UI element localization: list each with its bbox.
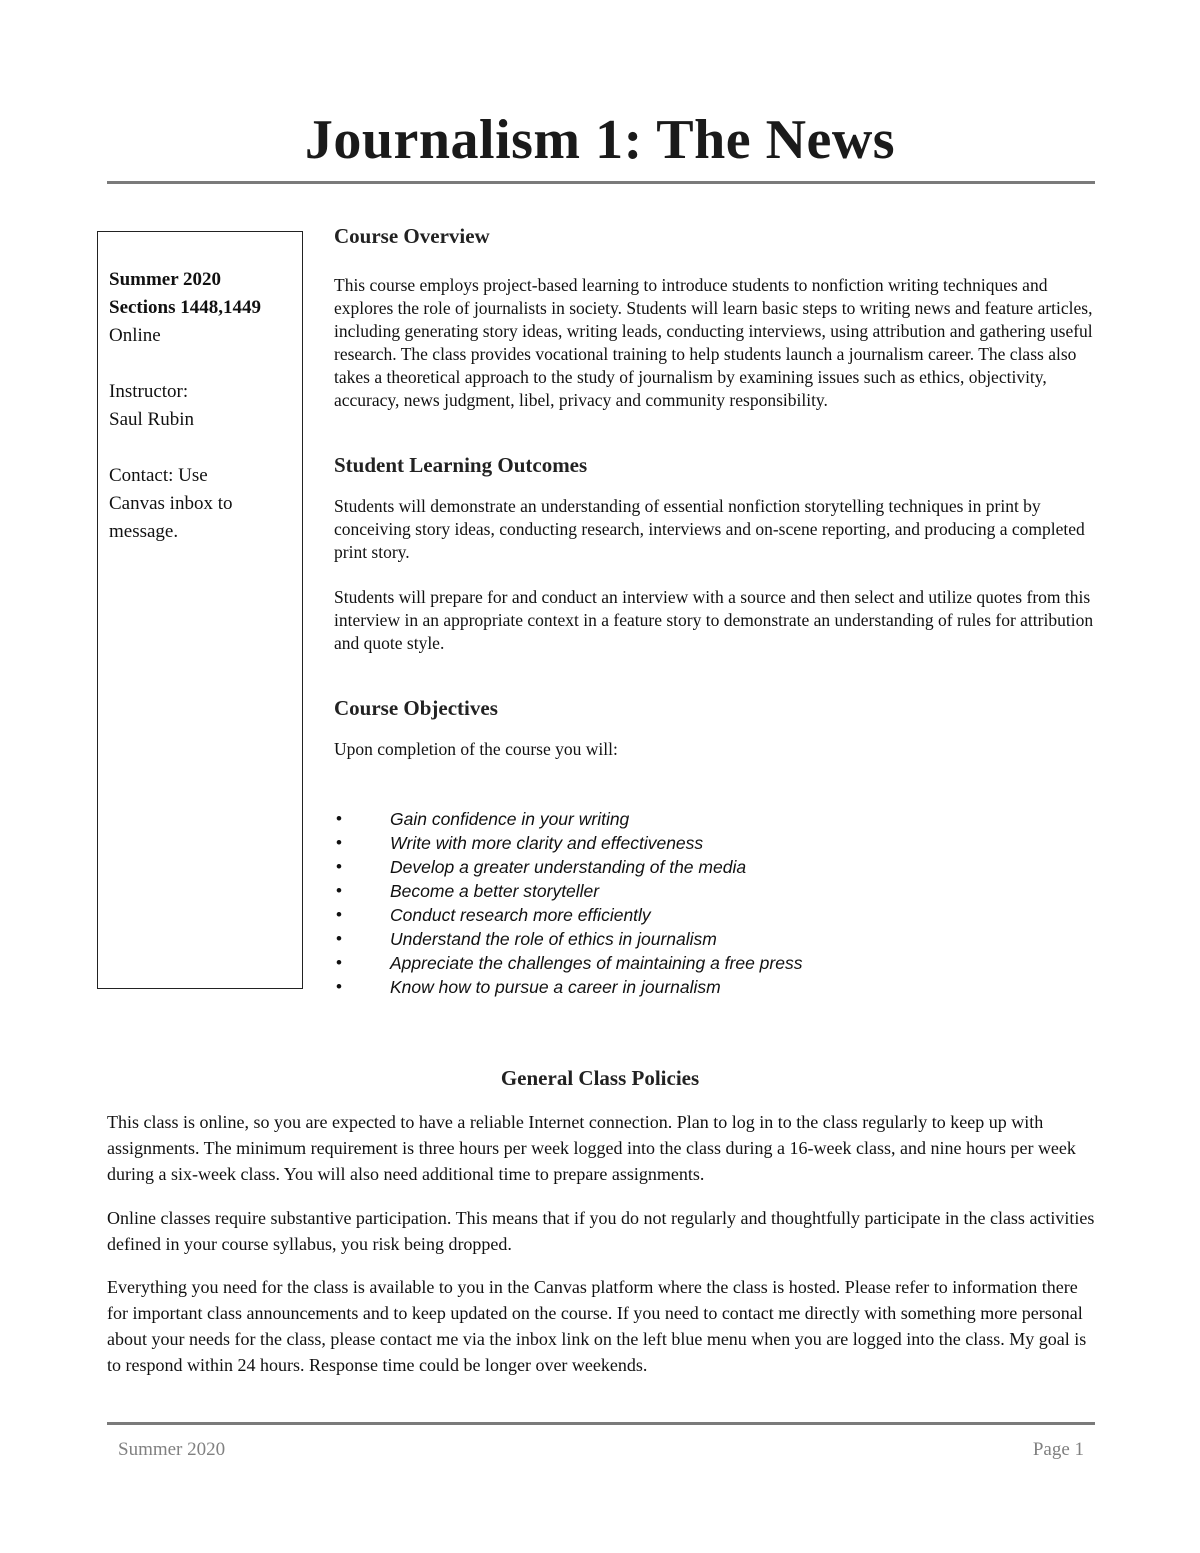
outcome-paragraph: Students will demonstrate an understanding of essential nonfiction storytelling techniques in print by conceiving story ideas, conducting research, interviews and on-scene reporting, and producing a completed print story.	[334, 496, 1085, 562]
document-title: Journalism 1: The News	[304, 109, 896, 171]
policy-paragraph: This class is online, so you are expected to have a reliable Internet connection. Plan to log in to the class regularly to keep up with assignments. The minimum requirement is three hours per week logged into the class during a 16-week class, and nine hours per week during a six-week class. You will also need additional time to prepare assignments.	[107, 1112, 1076, 1184]
sections-label: Sections 1448,1449	[109, 297, 261, 318]
policy-paragraph: Everything you need for the class is available to you in the Canvas platform where the class is hosted. Please refer to information there for important class announcements and to keep updated on the course. If you need to contact me directly with something more personal about your needs for the class, please contact me via the inbox link on the left blue menu when you are logged into the class. My goal is to respond within 24 hours. Response time could be longer over weekends.	[107, 1277, 1087, 1375]
footer-term: Summer 2020	[118, 1439, 226, 1460]
bullet-icon: •	[336, 857, 342, 876]
objectives-list	[334, 808, 1094, 1000]
outcome-paragraph: Students will prepare for and conduct an interview with a source and then select and utilize quotes from this interview in an appropriate context in a feature story to demonstrate an understanding of rules for attribution and quote style.	[334, 587, 1094, 653]
instructor-label: Instructor:	[109, 381, 189, 402]
list-item: • Conduct research more efficiently	[336, 905, 651, 925]
list-item: • Understand the role of ethics in journalism	[336, 929, 717, 949]
list-item: • Appreciate the challenges of maintaining a free press	[336, 953, 803, 973]
instructor-name: Saul Rubin	[109, 409, 194, 430]
course-info-box	[97, 231, 303, 989]
list-item: • Become a better storyteller	[336, 881, 600, 901]
contact-line: Contact: Use	[109, 465, 208, 486]
overview-heading: Course Overview	[334, 224, 490, 248]
list-item: • Gain confidence in your writing	[336, 809, 630, 829]
list-item: • Know how to pursue a career in journalism	[336, 977, 721, 997]
bullet-icon: •	[336, 977, 342, 996]
title-divider	[107, 181, 1095, 184]
objectives-intro: Upon completion of the course you will:	[334, 739, 618, 759]
bullet-icon: •	[336, 905, 342, 924]
policy-paragraph: Online classes require substantive participation. This means that if you do not regularly and thoughtfully participate in the class activities defined in your course syllabus, you risk being dropped.	[107, 1208, 1095, 1254]
bullet-icon: •	[336, 953, 342, 972]
policies-heading: General Class Policies	[500, 1066, 700, 1090]
outcomes-heading: Student Learning Outcomes	[334, 453, 588, 477]
list-item: • Develop a greater understanding of the media	[336, 857, 747, 877]
mode-label: Online	[109, 325, 161, 346]
objectives-heading: Course Objectives	[334, 696, 498, 720]
bullet-icon: •	[336, 881, 342, 900]
footer-divider	[107, 1422, 1095, 1425]
overview-text: This course employs project-based learning to introduce students to nonfiction writing techniques and explores the role of journalists in society. Students will learn basic steps to writing news and feature articles, including generating story ideas, writing leads, conducting interviews, using attribution and gathering useful research. The class provides vocational training to help students launch a journalism career. The class also takes a theoretical approach to the study of journalism by examining issues such as ethics, objectivity, accuracy, news judgment, libel, privacy and community responsibility.	[334, 275, 1093, 410]
main-column	[334, 224, 1094, 761]
contact-line: Canvas inbox to	[109, 493, 233, 514]
bullet-icon: •	[336, 929, 342, 948]
bullet-icon: •	[336, 809, 342, 828]
contact-line: message.	[109, 521, 179, 542]
term-label: Summer 2020	[109, 269, 222, 290]
list-item: • Write with more clarity and effectiveness	[336, 833, 704, 853]
page-number: Page 1	[1032, 1439, 1084, 1460]
bullet-icon: •	[336, 833, 342, 852]
